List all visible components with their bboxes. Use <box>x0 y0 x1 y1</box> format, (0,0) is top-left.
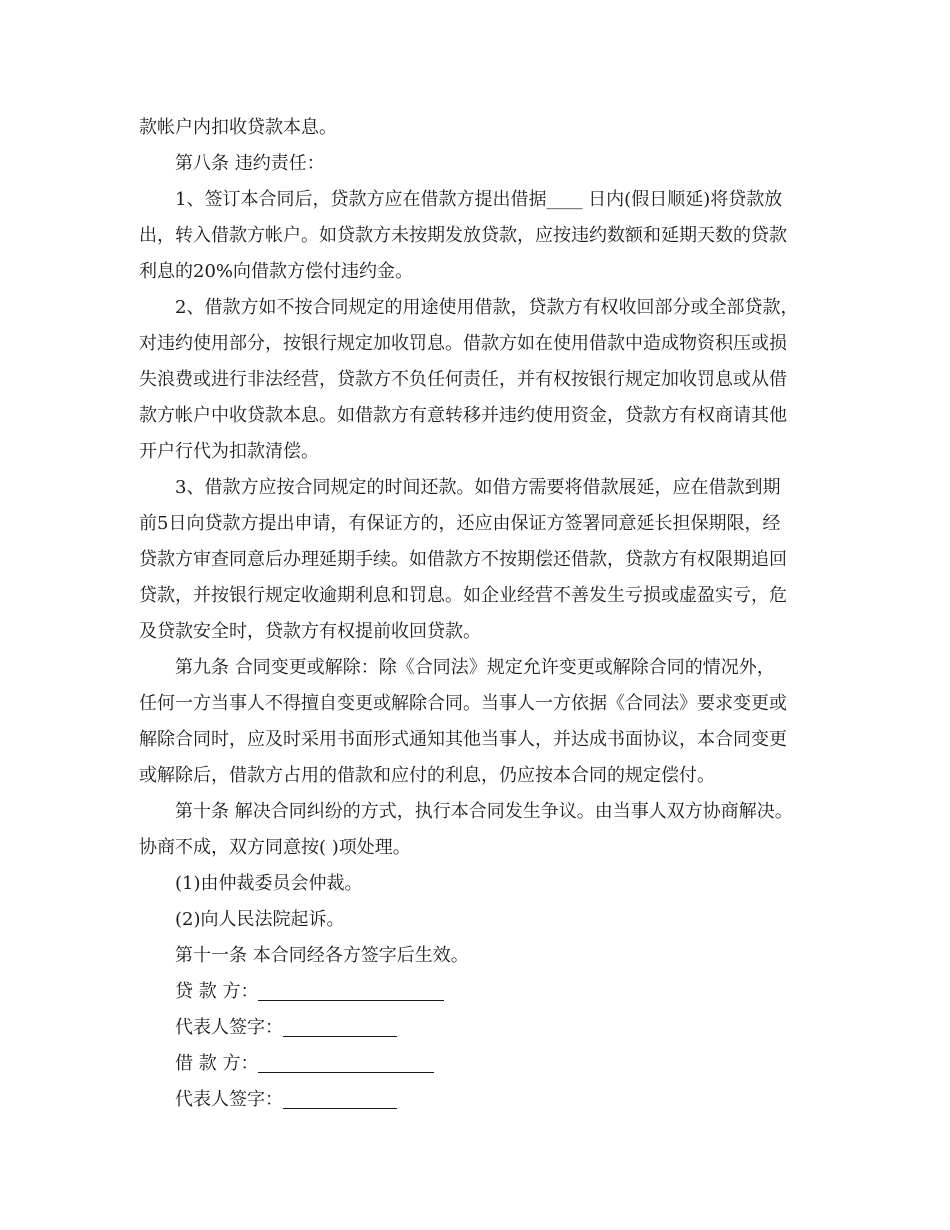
article-8-heading: 第八条 违约责任： <box>175 153 325 174</box>
borrower-rep-signature-line[interactable] <box>283 1086 397 1109</box>
lender-signature-row <box>175 978 444 1005</box>
article-10-heading: 第十条 解决合同纠纷的方式，执行本合同发生争议。由当事人双方协商解决。 <box>175 801 793 822</box>
paragraph-line: 3、借款方应按合同规定的时间还款。如借方需要将借款展延，应在借款到期 <box>175 477 781 498</box>
borrower-rep-signature-row <box>175 1086 397 1113</box>
option-arbitration: (1)由仲裁委员会仲裁。 <box>175 873 363 894</box>
paragraph-line: 款帐户内扣收贷款本息。 <box>139 117 337 138</box>
lender-rep-label: 代表人签字： <box>175 1017 283 1038</box>
paragraph-line: 失浪费或进行非法经营，贷款方不负任何责任，并有权按银行规定加收罚息或从借 <box>139 369 787 390</box>
paragraph-line: 1、签订本合同后，贷款方应在借款方提出借据____ 日内(假日顺延)将贷款放 <box>175 189 783 210</box>
paragraph-line: 利息的20%向借款方偿付违约金。 <box>139 261 414 282</box>
article-11-heading: 第十一条 本合同经各方签字后生效。 <box>175 945 469 966</box>
paragraph-line: 出，转入借款方帐户。如贷款方未按期发放贷款，应按违约数额和延期天数的贷款 <box>139 225 787 246</box>
paragraph-line: 贷款方审查同意后办理延期手续。如借款方不按期偿还借款，贷款方有权限期追回 <box>139 549 787 570</box>
borrower-label: 借 款 方： <box>175 1053 259 1074</box>
paragraph-line: 开户行代为扣款清偿。 <box>139 441 319 462</box>
paragraph-line: 及贷款安全时，贷款方有权提前收回贷款。 <box>139 621 481 642</box>
paragraph-line: 对违约使用部分，按银行规定加收罚息。借款方如在使用借款中造成物资积压或损 <box>139 333 787 354</box>
paragraph-line: 2、借款方如不按合同规定的用途使用借款，贷款方有权收回部分或全部贷款， <box>175 297 799 318</box>
paragraph-line: 贷款，并按银行规定收逾期利息和罚息。如企业经营不善发生亏损或虚盈实亏，危 <box>139 585 787 606</box>
paragraph-line: 前5日向贷款方提出申请，有保证方的，还应由保证方签署同意延长担保期限，经 <box>139 513 781 534</box>
lender-signature-line[interactable] <box>258 978 444 1001</box>
article-9-heading: 第九条 合同变更或解除：除《合同法》规定允许变更或解除合同的情况外， <box>175 657 775 678</box>
borrower-rep-label: 代表人签字： <box>175 1089 283 1110</box>
paragraph-line: 协商不成，双方同意按( )项处理。 <box>139 837 411 858</box>
paragraph-line: 任何一方当事人不得擅自变更或解除合同。当事人一方依据《合同法》要求变更或 <box>139 693 787 714</box>
paragraph-line: 款方帐户中收贷款本息。如借款方有意转移并违约使用资金，贷款方有权商请其他 <box>139 405 787 426</box>
borrower-signature-row <box>175 1050 434 1077</box>
option-court: (2)向人民法院起诉。 <box>175 909 345 930</box>
lender-rep-signature-row <box>175 1014 397 1041</box>
paragraph-line: 或解除后，借款方占用的借款和应付的利息，仍应按本合同的规定偿付。 <box>139 765 715 786</box>
lender-rep-signature-line[interactable] <box>283 1014 397 1037</box>
lender-label: 贷 款 方： <box>175 981 259 1002</box>
paragraph-line: 解除合同时，应及时采用书面形式通知其他当事人，并达成书面协议，本合同变更 <box>139 729 787 750</box>
borrower-signature-line[interactable] <box>258 1050 434 1073</box>
